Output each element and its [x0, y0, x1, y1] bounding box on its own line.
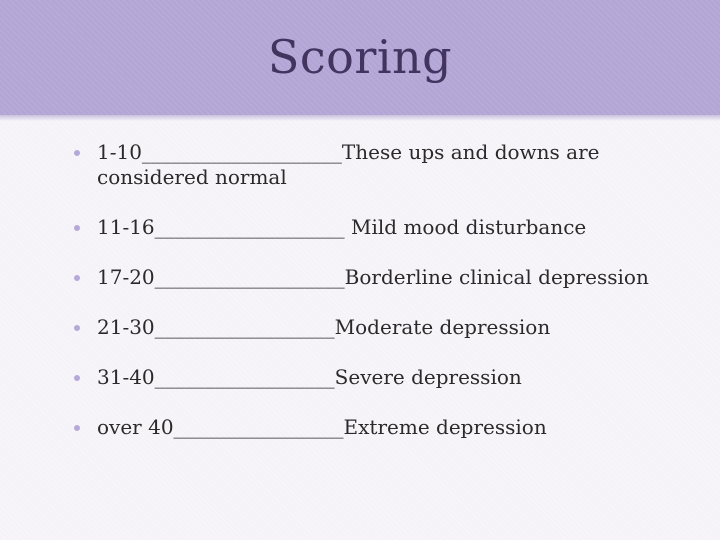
- bullet-item: [72, 315, 672, 340]
- bullet-text: 11-16___________________ Mild mood disturbance: [97, 215, 587, 239]
- bullet-item: [72, 215, 672, 240]
- bullet-dot-icon: [74, 375, 80, 381]
- bullet-dot-icon: [74, 325, 80, 331]
- bullet-text: 21-30__________________Moderate depression: [97, 315, 551, 339]
- bullet-item: [72, 415, 672, 440]
- bullet-list: [72, 140, 672, 465]
- bullet-item: [72, 140, 672, 190]
- bullet-text: 31-40__________________Severe depression: [97, 365, 522, 389]
- bullet-dot-icon: [74, 150, 80, 156]
- slide-title: Scoring: [267, 30, 453, 84]
- title-band-shadow: [0, 115, 720, 121]
- bullet-item: [72, 365, 672, 390]
- bullet-text: over 40_________________Extreme depression: [97, 415, 547, 439]
- bullet-item: [72, 265, 672, 290]
- bullet-dot-icon: [74, 425, 80, 431]
- bullet-dot-icon: [74, 225, 80, 231]
- bullet-text: 17-20___________________Borderline clinical depression: [97, 265, 649, 289]
- bullet-text: 1-10____________________These ups and downs are considered normal: [97, 140, 600, 189]
- bullet-dot-icon: [74, 275, 80, 281]
